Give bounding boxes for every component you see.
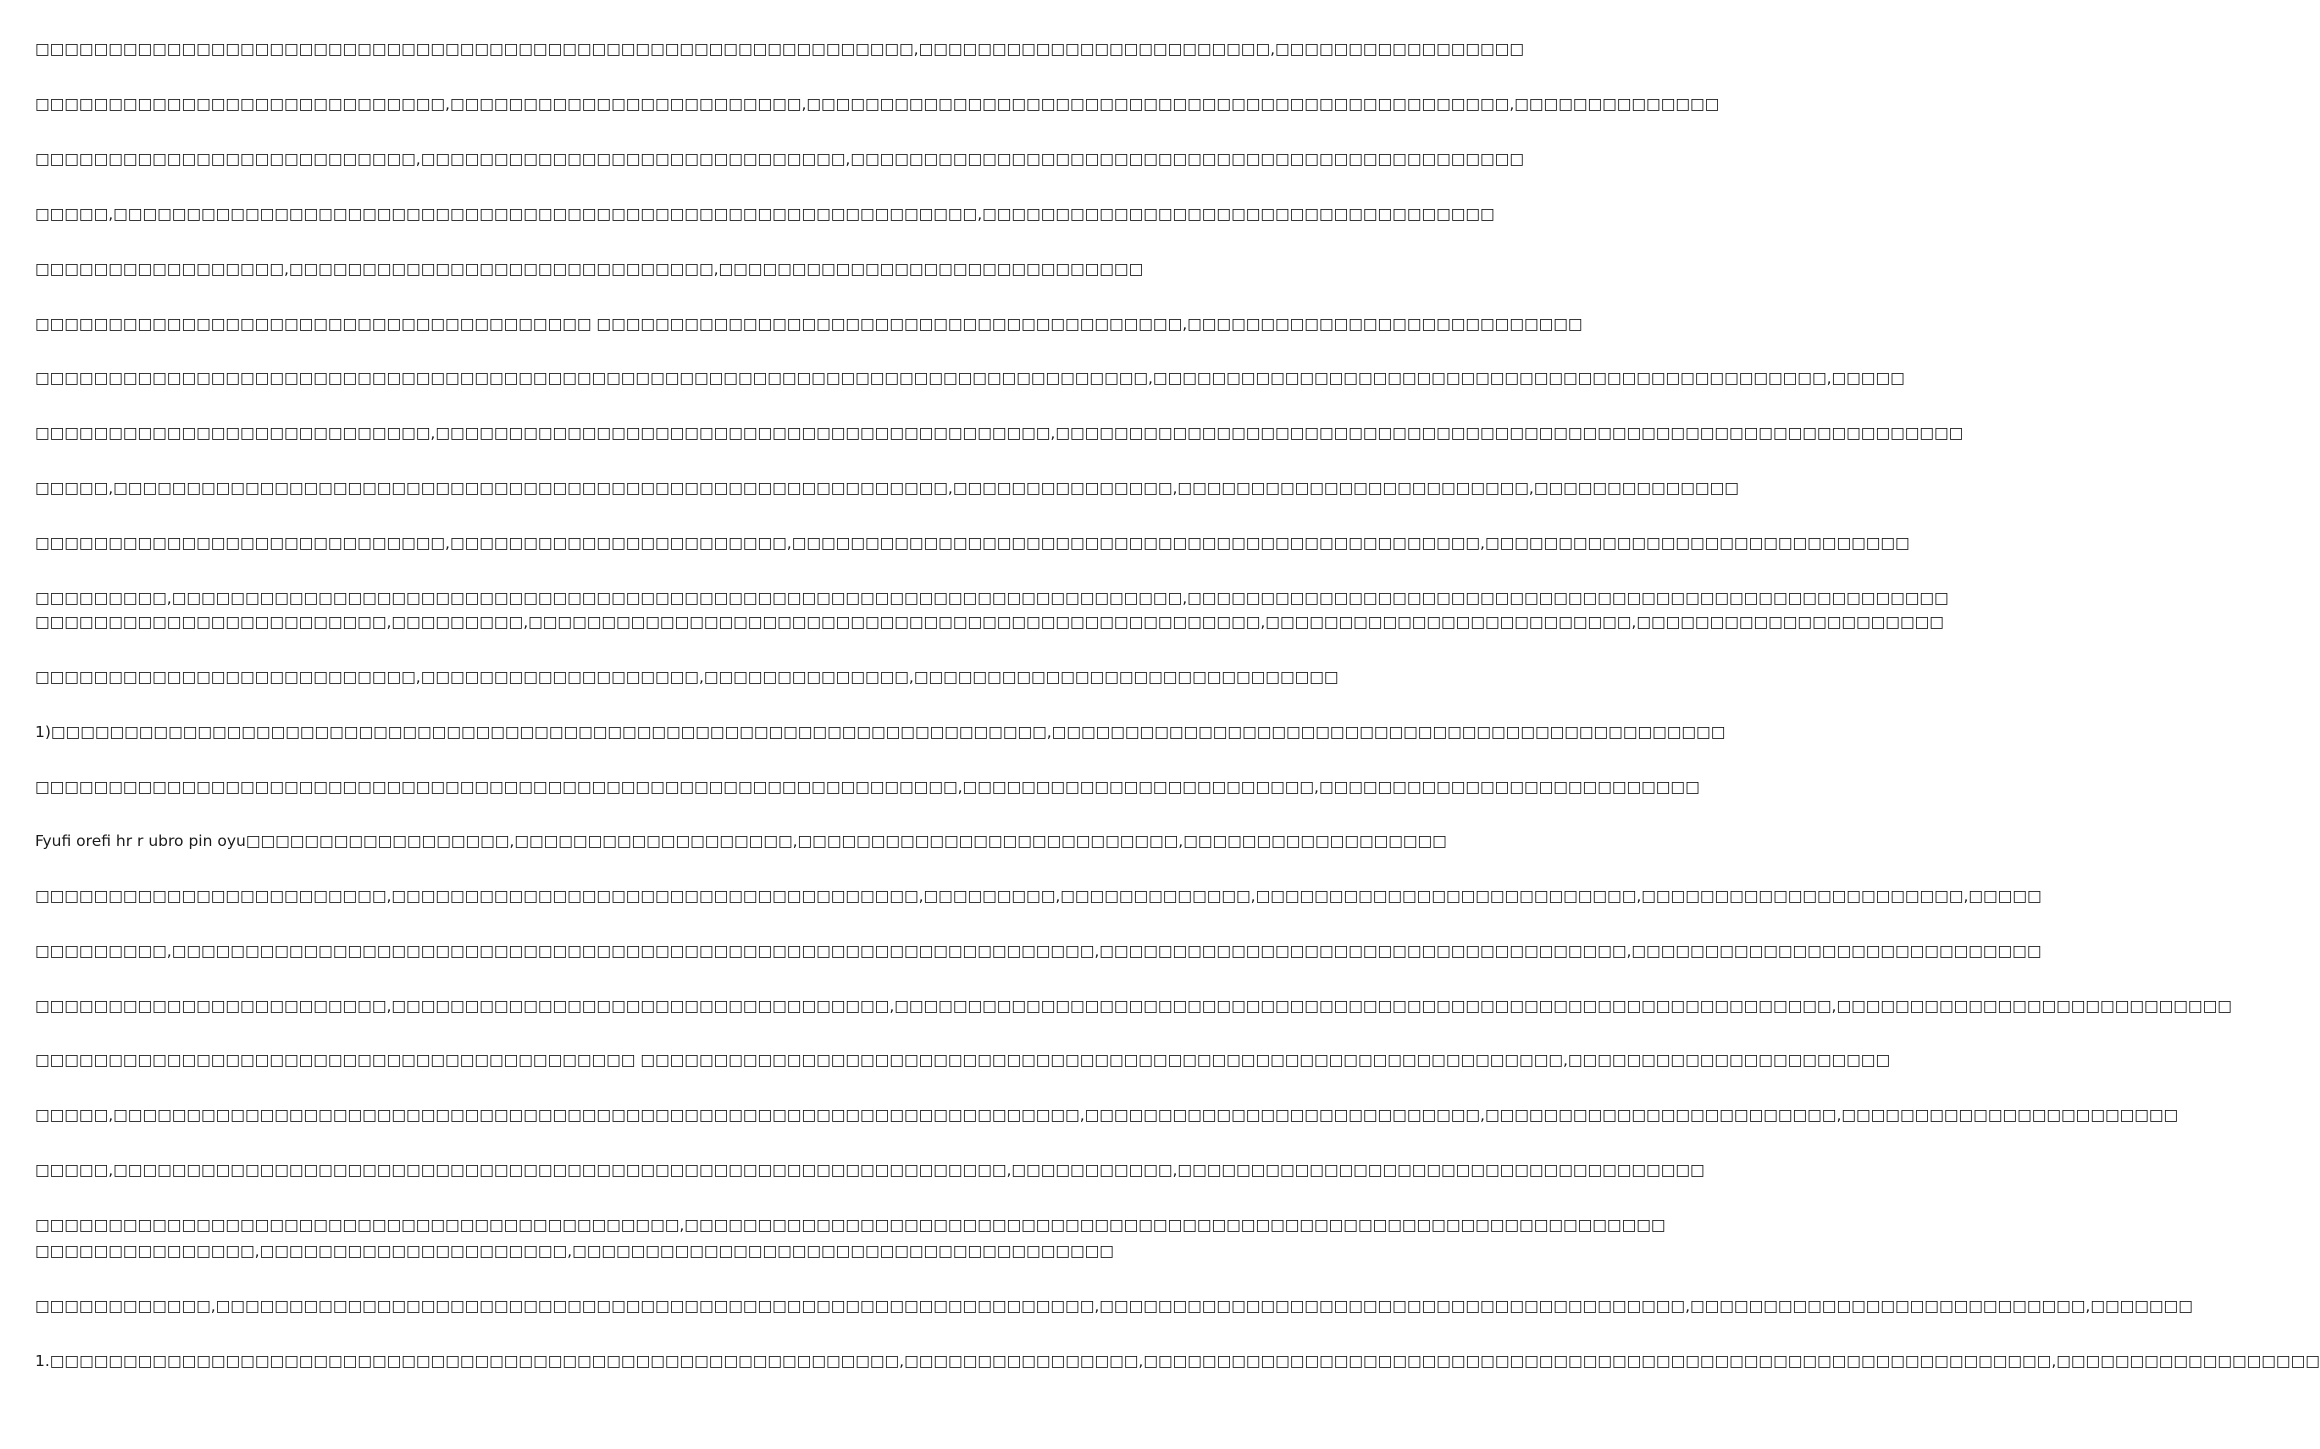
text-line: □□□□□□□□□□□□□□□□□□□□□□□□□□□□□□□□□□□□□□□□□□□□□□□□□□□□□□□□□□□□,□□□□□□□□□□□□□□□□□□□□□□□□,□□□□□□□□□□□□□□□□□ [35, 40, 1524, 58]
text-line: 1.□□□□□□□□□□□□□□□□□□□□□□□□□□□□□□□□□□□□□□□□□□□□□□□□□□□□□□□□□□,□□□□□□□□□□□□□□□□,□□□□□□□□□□□□□□□□□□□□□□□□□□□□□□□□□□□□□□□□□□□□□□□□□□□□□□□□□□□□□□,□□□□□□□□□□□□□□□□□□ [35, 1352, 2320, 1370]
text-line: □□□□□,□□□□□□□□□□□□□□□□□□□□□□□□□□□□□□□□□□□□□□□□□□□□□□□□□□□□□□□□□□□□□□□□□□,□□□□□□□□□□□□□□□□□□□□□□□□□□□,□□□□□□□□□□□□□□□□□□□□□□□□,□□□□□□□□□□□□□□□□□□□□□□□ [35, 1106, 2179, 1124]
text-line: 1)□□□□□□□□□□□□□□□□□□□□□□□□□□□□□□□□□□□□□□□□□□□□□□□□□□□□□□□□□□□□□□□□□□□□,□□□□□□□□□□□□□□□□□□□□□□□□□□□□□□□□□□□□□□□□□□□□□□ [35, 723, 1726, 741]
text-line: □□□□□□□□□□□□□□□,□□□□□□□□□□□□□□□□□□□□□,□□□□□□□□□□□□□□□□□□□□□□□□□□□□□□□□□□□□□ [35, 1242, 1114, 1260]
text-line: □□□□□□□□□,□□□□□□□□□□□□□□□□□□□□□□□□□□□□□□□□□□□□□□□□□□□□□□□□□□□□□□□□□□□□□□□□□□□□□,□□□□□□□□□□□□□□□□□□□□□□□□□□□□□□□□□□□□□□□□□□□□□□□□□□□□ [35, 589, 1949, 607]
text-line: □□□□□□□□□□□□□□□□□□□□□□□□□□□□,□□□□□□□□□□□□□□□□□□□□□□□□,□□□□□□□□□□□□□□□□□□□□□□□□□□□□□□□□□□□□□□□□□□□□□□□□,□□□□□□□□□□□□□□ [35, 95, 1720, 113]
text-line: □□□□□,□□□□□□□□□□□□□□□□□□□□□□□□□□□□□□□□□□□□□□□□□□□□□□□□□□□□□□□□□□□□□,□□□□□□□□□□□,□□□□□□□□□□□□□□□□□□□□□□□□□□□□□□□□□□□□ [35, 1161, 1705, 1179]
text-line: □□□□□□□□□□□□□□□□□□□□□□□□□□□,□□□□□□□□□□□□□□□□□□□□□□□□□□□□□□□□□□□□□□□□□□,□□□□□□□□□□□□□□□□□□□□□□□□□□□□□□□□□□□□□□□□□□□□□□□□□□□□□□□□□□□□□□ [35, 424, 1964, 442]
text-line: □□□□□□□□□□□□□□□□□□□□□□□□□□□□□□□□□□□□□□□□□□□□□□□□□□□□□□□□□□□□□□□□□□□□□□□□□□□□,□□□□□□□□□□□□□□□□□□□□□□□□□□□□□□□□□□□□□□□□□□□□□□,□□□□□ [35, 369, 1905, 387]
text-line: □□□□□□□□□□□□□□□□□□□□□□□□□□□□□□□□□□□□□□□□□ □□□□□□□□□□□□□□□□□□□□□□□□□□□□□□□□□□□□□□□□□□□□□□□□□□□□□□□□□□□□□□□,□□□□□□□□□□□□□□□□□□□□□□ [35, 1051, 1891, 1069]
text-line: Fyufi orefi hr r ubro pin oyu□□□□□□□□□□□□□□□□□□,□□□□□□□□□□□□□□□□□□□,□□□□□□□□□□□□□□□□□□□□□□□□□□,□□□□□□□□□□□□□□□□□□ [35, 832, 1447, 850]
text-line: □□□□□□□□□,□□□□□□□□□□□□□□□□□□□□□□□□□□□□□□□□□□□□□□□□□□□□□□□□□□□□□□□□□□□□□□□,□□□□□□□□□□□□□□□□□□□□□□□□□□□□□□□□□□□□,□□□□□□□□□□□□□□□□□□□□□□□□□□□□ [35, 942, 2042, 960]
text-line: □□□□□□□□□□□□□□□□□□□□□□□□□□□□,□□□□□□□□□□□□□□□□□□□□□□□,□□□□□□□□□□□□□□□□□□□□□□□□□□□□□□□□□□□□□□□□□□□□□□□,□□□□□□□□□□□□□□□□□□□□□□□□□□□□□ [35, 534, 1910, 552]
text-line: □□□□□□□□□□□□,□□□□□□□□□□□□□□□□□□□□□□□□□□□□□□□□□□□□□□□□□□□□□□□□□□□□□□□□□□□□,□□□□□□□□□□□□□□□□□□□□□□□□□□□□□□□□□□□□□□□□,□□□□□□□□□□□□□□□□□□□□□□□□□□□,□□□□□□□ [35, 1297, 2193, 1315]
text-line: □□□□□□□□□□□□□□□□□,□□□□□□□□□□□□□□□□□□□□□□□□□□□□□,□□□□□□□□□□□□□□□□□□□□□□□□□□□□□ [35, 260, 1144, 278]
text-line: □□□□□□□□□□□□□□□□□□□□□□□□□□□□□□□□□□□□□□□□□□□□□□□□□□□□□□□□□□□□□□□,□□□□□□□□□□□□□□□□□□□□□□□□,□□□□□□□□□□□□□□□□□□□□□□□□□□ [35, 778, 1700, 796]
text-line: □□□□□□□□□□□□□□□□□□□□□□□□□□□□□□□□□□□□□□ □□□□□□□□□□□□□□□□□□□□□□□□□□□□□□□□□□□□□□□□,□□□□□□□□□□□□□□□□□□□□□□□□□□□ [35, 315, 1583, 333]
text-line: □□□□□,□□□□□□□□□□□□□□□□□□□□□□□□□□□□□□□□□□□□□□□□□□□□□□□□□□□□□□□□□,□□□□□□□□□□□□□□□,□□□□□□□□□□□□□□□□□□□□□□□□,□□□□□□□□□□□□□□ [35, 479, 1739, 497]
text-line: □□□□□□□□□□□□□□□□□□□□□□□□,□□□□□□□□□□□□□□□□□□□□□□□□□□□□□□□□□□,□□□□□□□□□□□□□□□□□□□□□□□□□□□□□□□□□□□□□□□□□□□□□□□□□□□□□□□□□□□□□□□□,□□□□□□□□□□□□□□□□□□□□□□□□□□□ [35, 997, 2232, 1015]
text-line: □□□□□□□□□□□□□□□□□□□□□□□□□□,□□□□□□□□□□□□□□□□□□□□□□□□□□□□□,□□□□□□□□□□□□□□□□□□□□□□□□□□□□□□□□□□□□□□□□□□□□□□ [35, 150, 1524, 168]
text-line: □□□□□□□□□□□□□□□□□□□□□□□□,□□□□□□□□□,□□□□□□□□□□□□□□□□□□□□□□□□□□□□□□□□□□□□□□□□□□□□□□□□□□,□□□□□□□□□□□□□□□□□□□□□□□□□,□□□□□□□□□□□□□□□□□□□□□ [35, 613, 1944, 631]
text-line: □□□□□,□□□□□□□□□□□□□□□□□□□□□□□□□□□□□□□□□□□□□□□□□□□□□□□□□□□□□□□□□□□,□□□□□□□□□□□□□□□□□□□□□□□□□□□□□□□□□□□ [35, 205, 1495, 223]
text-line: □□□□□□□□□□□□□□□□□□□□□□□□□□□□□□□□□□□□□□□□□□□□,□□□□□□□□□□□□□□□□□□□□□□□□□□□□□□□□□□□□□□□□□□□□□□□□□□□□□□□□□□□□□□□□□□□ [35, 1216, 1666, 1234]
text-line: □□□□□□□□□□□□□□□□□□□□□□□□,□□□□□□□□□□□□□□□□□□□□□□□□□□□□□□□□□□□□,□□□□□□□□□,□□□□□□□□□□□□□,□□□□□□□□□□□□□□□□□□□□□□□□□□,□□□□□□□□□□□□□□□□□□□□□□,□□□□□ [35, 887, 2042, 905]
text-line: □□□□□□□□□□□□□□□□□□□□□□□□□□,□□□□□□□□□□□□□□□□□□□,□□□□□□□□□□□□□□,□□□□□□□□□□□□□□□□□□□□□□□□□□□□□ [35, 668, 1339, 686]
